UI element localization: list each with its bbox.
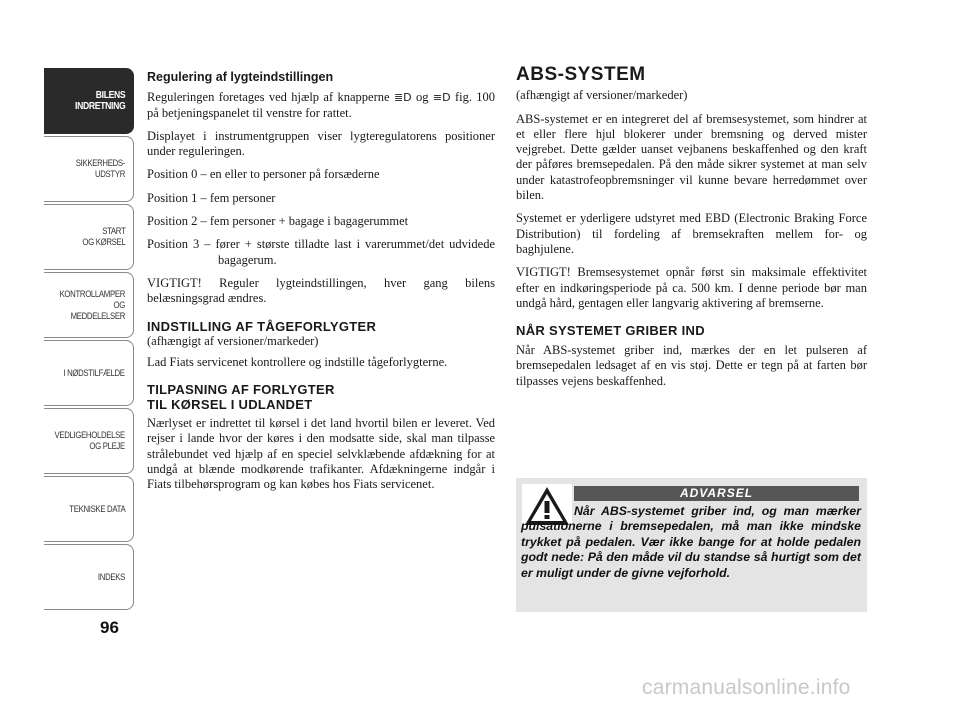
page-title: ABS-SYSTEM bbox=[516, 64, 646, 85]
paragraph: VIGTIGT! Bremsesystemet opnår først sin maksimale effektivitet efter en indkøringsperiode på ca. 500 km. I denne periode bør man undgå hård, gentagen eller langvarig aktivering af bremserne. bbox=[516, 265, 867, 310]
heading-tilpasning-2: TIL KØRSEL I UDLANDET bbox=[147, 397, 313, 413]
warning-box bbox=[516, 478, 867, 612]
tab-label: INDEKS bbox=[97, 571, 125, 583]
text: og bbox=[416, 90, 429, 105]
subtitle: (afhængigt af versioner/markeder) bbox=[516, 88, 688, 103]
tab-start-og-korsel[interactable] bbox=[44, 204, 134, 270]
headlamp-down-icon: ≡D bbox=[432, 91, 451, 105]
paragraph: Systemet er yderligere udstyret med EBD (Electronic Braking Force Distribution) til fordeling af bremsekraften mellem for- og baghjulene. bbox=[516, 211, 867, 256]
paragraph: Nærlyset er indrettet til kørsel i det land hvortil bilen er leveret. Ved rejser i lande hvor der køres i den modsatte side, skal man tilpasse strålebundet ved hjælp af en speciel selvklæbende afdækning for at undgå at blænde modkørende trafikanter. Afdækningerne indgår i Fiats tilbehørsprogram og kan købes hos Fiats servicenet. bbox=[147, 416, 495, 492]
text: Reguleringen foretages ved hjælp af knapperne bbox=[147, 90, 390, 105]
position-0: Position 0 – en eller to personer på forsæderne bbox=[147, 167, 380, 182]
watermark: carmanualsonline.info bbox=[642, 676, 851, 699]
tab-label: BILENS INDRETNING bbox=[74, 89, 125, 112]
tab-label: KONTROLLAMPER OG MEDDELELSER bbox=[59, 288, 125, 322]
paragraph bbox=[147, 90, 495, 121]
left-column bbox=[147, 70, 495, 501]
heading-tilpasning: TILPASNING AF FORLYGTER bbox=[147, 382, 335, 398]
tab-label: VEDLIGEHOLDELSE OG PLEJE bbox=[54, 430, 125, 452]
paragraph-vigtigt: VIGTIGT! Reguler lygteindstillingen, hver gang bilens belæsningsgrad ændres. bbox=[147, 275, 495, 306]
paragraph: Når ABS-systemet griber ind, mærkes der en let pulseren af bremsepedalen ledsaget af en vis støj. Dette er tegn på at farten bør tilpasses vejens beskaffenhed. bbox=[516, 343, 867, 388]
tab-kontrollamper[interactable] bbox=[44, 272, 134, 338]
tab-label: TEKNISKE DATA bbox=[68, 503, 125, 515]
tab-bilens-indretning[interactable] bbox=[44, 68, 134, 134]
page-number: 96 bbox=[100, 618, 119, 637]
tab-vedligeholdelse[interactable] bbox=[44, 408, 134, 474]
heading-taageforlygter: INDSTILLING AF TÅGEFORLYGTER bbox=[147, 318, 377, 334]
subheading: (afhængigt af versioner/markeder) bbox=[147, 333, 319, 348]
warning-label: ADVARSEL bbox=[574, 486, 859, 501]
paragraph: Displayet i instrumentgruppen viser lygteregulatorens positioner under reguleringen. bbox=[147, 128, 495, 159]
paragraph: Lad Fiats servicenet kontrollere og indstille tågeforlygterne. bbox=[147, 354, 448, 369]
right-column bbox=[516, 64, 867, 397]
position-1: Position 1 – fem personer bbox=[147, 190, 276, 205]
position-2: Position 2 – fem personer + bagage i bagagerummet bbox=[147, 214, 409, 229]
heading-lygteindstilling: Regulering af lygteindstillingen bbox=[147, 70, 334, 84]
text: fig. 100 på betjeningspanelet til venstre for rattet. bbox=[147, 90, 496, 120]
position-3: Position 3 – fører + største tilladte last i varerummet/det udvidede bagagerum. bbox=[147, 237, 495, 267]
tab-sikkerhedsudstyr[interactable] bbox=[44, 136, 134, 202]
headlamp-up-icon: ≣D bbox=[393, 91, 412, 105]
paragraph: ABS-systemet er en integreret del af bremsesystemet, som hindrer at et eller flere hjul blokerer under bremsning og derved mister vejgrebet. Dette gælder uanset vejbanens beskaffenhed og den kraft der påføres bremsepedalen. På den måde sikrer systemet at man selv under katastrofeopbremsninger vil kunne bevare herredømmet over bilen. bbox=[516, 111, 867, 203]
tab-label: I NØDSTILFÆLDE bbox=[63, 367, 125, 379]
tab-tekniske-data[interactable] bbox=[44, 476, 134, 542]
tab-i-nodstilfaelde[interactable] bbox=[44, 340, 134, 406]
tab-label: START OG KØRSEL bbox=[82, 226, 125, 248]
tab-indeks[interactable] bbox=[44, 544, 134, 610]
heading-naar-systemet: NÅR SYSTEMET GRIBER IND bbox=[516, 323, 705, 339]
tab-label: SIKKERHEDS- UDSTYR bbox=[75, 158, 125, 180]
warning-text: Når ABS-systemet griber ind, og man mærker pulsationerne i bremsepedalen, må man ikke mindske trykket på pedalen. Vær ikke bange for at holde pedalen godt nede: På den måde vil du standse så hurtigt som det er muligt under de givne vejforhold. bbox=[521, 504, 861, 580]
